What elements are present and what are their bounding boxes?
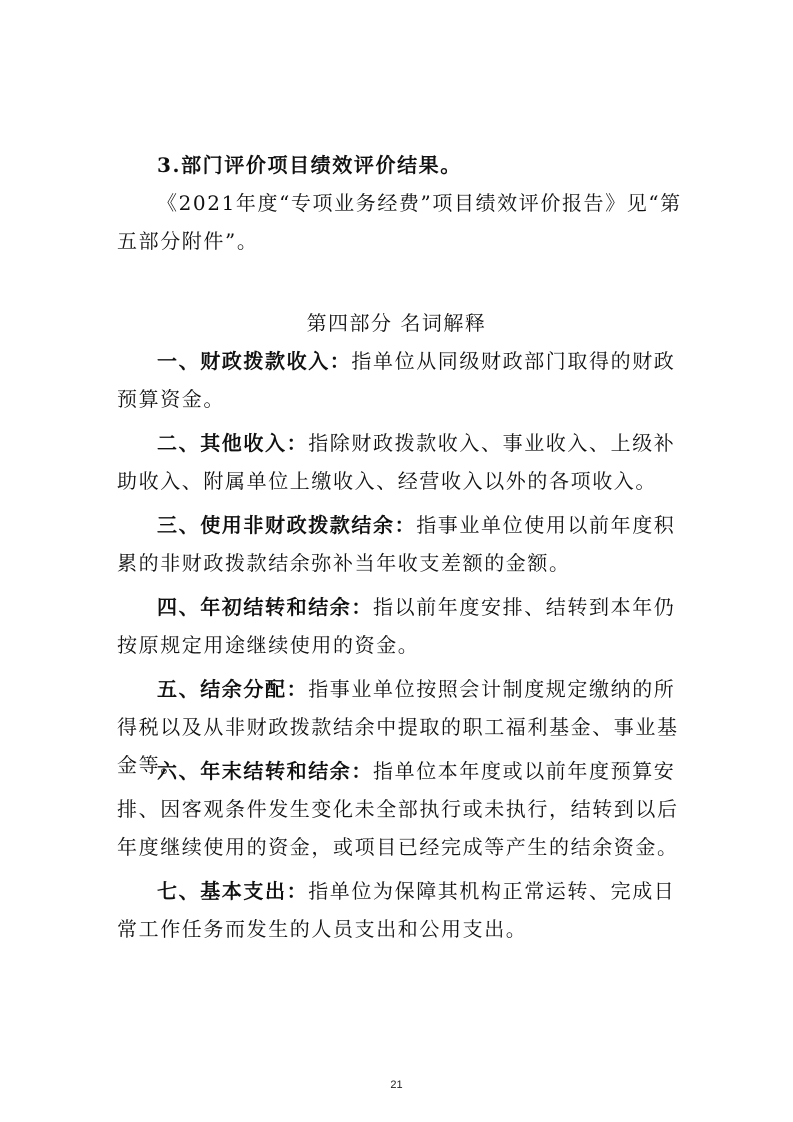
section-3-text: 《2021年度“专项业务经费”项目绩效评价报告》见“第五部分附件”。	[117, 191, 682, 253]
definition-7	[117, 872, 687, 948]
definition-5-term: 五、结余分配：	[157, 677, 309, 701]
definition-6	[117, 752, 687, 866]
definition-4-term: 四、年初结转和结余：	[157, 595, 373, 619]
page-number: 21	[390, 1079, 403, 1091]
definition-7-text: 指单位为保障其机构正常运转、完成日常工作任务而发生的人员支出和公用支出。	[117, 879, 676, 941]
definition-1	[117, 342, 687, 418]
section-3-heading: 3.部门评价项目绩效评价结果。	[157, 153, 462, 177]
definition-2-term: 二、其他收入：	[157, 431, 309, 455]
definition-1-term: 一、财政拨款收入：	[157, 349, 352, 373]
definition-3-text: 指事业单位使用以前年度积累的非财政拨款结余弥补当年收支差额的金额。	[117, 513, 676, 575]
definition-6-term: 六、年末结转和结余：	[157, 759, 373, 783]
definition-2-text: 指除财政拨款收入、事业收入、上级补助收入、附属单位上缴收入、经营收入以外的各项收入。	[117, 431, 676, 493]
definition-7-term: 七、基本支出：	[157, 879, 309, 903]
definition-3	[117, 506, 687, 582]
definition-1-text: 指单位从同级财政部门取得的财政预算资金。	[117, 349, 676, 411]
definition-6-text: 指单位本年度或以前年度预算安排、因客观条件发生变化未全部执行或未执行，结转到以后年度继续使用的资金，或项目已经完成等产生的结余资金。	[117, 759, 679, 859]
definition-4-text: 指以前年度安排、结转到本年仍按原规定用途继续使用的资金。	[117, 595, 676, 657]
definition-4	[117, 588, 687, 664]
part-4-title: 第四部分 名词解释	[306, 311, 487, 335]
definition-2	[117, 424, 687, 500]
definition-3-term: 三、使用非财政拨款结余：	[157, 513, 417, 537]
definition-5-text: 指事业单位按照会计制度规定缴纳的所得税以及从非财政拨款结余中提取的职工福利基金、事业基金等。	[117, 677, 679, 777]
